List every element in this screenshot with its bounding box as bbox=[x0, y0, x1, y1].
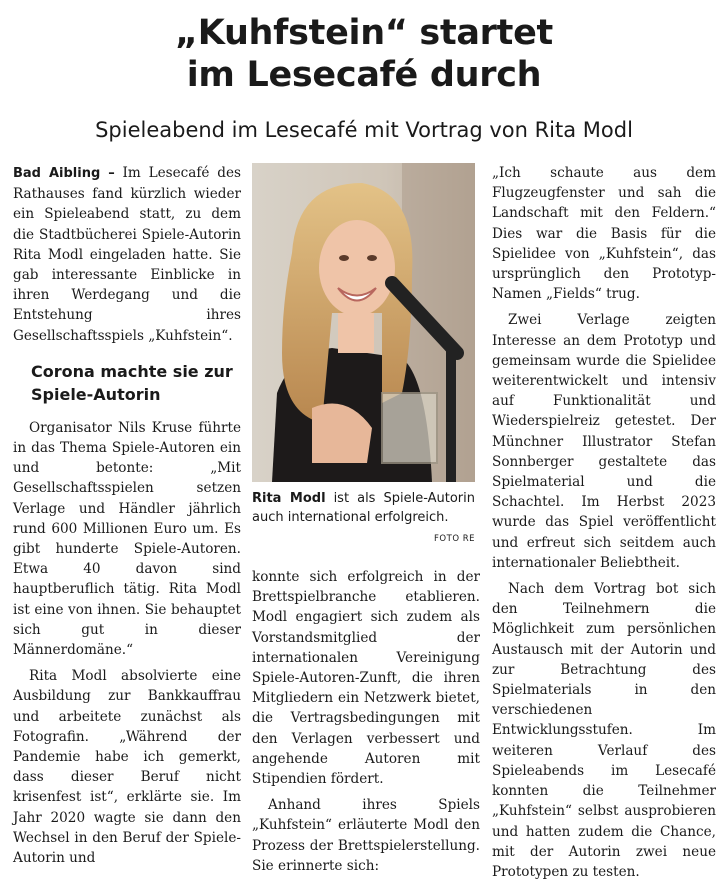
caption-text: ist als Spiele-Autorin auch international erfolgreich. bbox=[252, 491, 475, 525]
photo-credit: FOTO RE bbox=[434, 534, 475, 544]
article-column-1 bbox=[13, 163, 241, 874]
article-column-3 bbox=[492, 163, 716, 888]
photo-illustration bbox=[252, 163, 475, 482]
body-paragraph: Zwei Verlage zeigten Interesse an dem Prototyp und gemeinsam wurde die Spielidee weiterentwickelt und intensiv auf Funktionalität und Wiederspielreiz getestet. Der Münchner Illustrator Stefan Sonnberger gestaltete das Spielmaterial und die Schachtel. Im Herbst 2023 wurde das Spiel veröffentlicht und erfreut sich seitdem auch internationaler Beliebtheit. bbox=[492, 312, 716, 571]
body-paragraph: Anhand ihres Spiels „Kuhfstein“ erläuterte Modl den Prozess der Brettspielerstellung. Sie erinnerte sich: bbox=[252, 797, 480, 874]
crosshead: Corona machte sie zur Spiele-Autorin bbox=[31, 361, 233, 404]
body-paragraph: Nach dem Vortrag bot sich den Teilnehmern die Möglichkeit zum persönlichen Austausch mit der Autorin und zur Betrachtung des Spielmaterials in den verschiedenen Entwicklungsstufen. Im weiteren Verlauf des Spieleabends im Lesecafé konnten die Teilnehmer „Kuhfstein“ selbst ausprobieren und hatten zudem die Chance, mit der Autorin zwei neue Prototypen zu testen. bbox=[492, 581, 716, 880]
headline-line-2: im Lesecafé durch bbox=[186, 55, 542, 95]
body-paragraph: konnte sich erfolgreich in der Brettspielbranche etablieren. Modl engagiert sich zudem als Vorstandsmitglied der internationalen Vereinigung Spiele-Autoren-Zunft, die ihren Mitgliedern ein Netzwerk bietet, die Vertragsbedingungen mit den Verlagen verbessert und angehende Autoren mit Stipendien fördert. bbox=[252, 569, 480, 788]
body-paragraph: Rita Modl absolvierte eine Ausbildung zur Bankkauffrau und arbeitete zunächst als Fotografin. „Während der Pandemie habe ich gemerkt, dass dieser Beruf nicht krisenfest ist“, erklärte sie. Im Jahr 2020 wagte sie dann den Wechsel in den Beruf der Spiele-Autorin und bbox=[13, 668, 241, 867]
lead-paragraph bbox=[13, 163, 241, 346]
photo-caption bbox=[252, 489, 475, 527]
lead-paragraph-text: Im Lesecafé des Rathauses fand kürzlich wieder ein Spieleabend statt, zu dem die Stadtbücherei Spiele-Autorin Rita Modl eingeladen hatte. Sie gab interessante Einblicke in ihren Werdegang und die Entstehung ihres Gesellschaftsspiels „Kuhfstein“. bbox=[13, 165, 241, 344]
subheadline: Spieleabend im Lesecafé mit Vortrag von Rita Modl bbox=[95, 118, 633, 142]
author-photo bbox=[252, 163, 475, 482]
body-paragraph: „Ich schaute aus dem Flugzeugfenster und sah die Landschaft mit den Feldern.“ Dies war die Basis für die Spielidee von „Kuhfstein“, das ursprünglich den Prototyp-Namen „Fields“ trug. bbox=[492, 165, 716, 303]
caption-name: Rita Modl bbox=[252, 491, 326, 506]
article-column-2 bbox=[252, 567, 480, 882]
dateline: Bad Aibling – bbox=[13, 166, 115, 181]
headline-line-1: „Kuhfstein“ startet bbox=[175, 13, 553, 53]
body-paragraph: Organisator Nils Kruse führte in das Thema Spiele-Autoren ein und betonte: „Mit Gesellschaftsspielen setzen Verlage und Händler jährlich rund 600 Millionen Euro um. Es gibt hunderte Spiele-Autoren. Etwa 40 davon sind hauptberuflich tätig. Rita Modl ist eine von ihnen. Sie behauptet sich gut in dieser Männerdomäne.“ bbox=[13, 419, 241, 659]
headline bbox=[0, 12, 728, 96]
